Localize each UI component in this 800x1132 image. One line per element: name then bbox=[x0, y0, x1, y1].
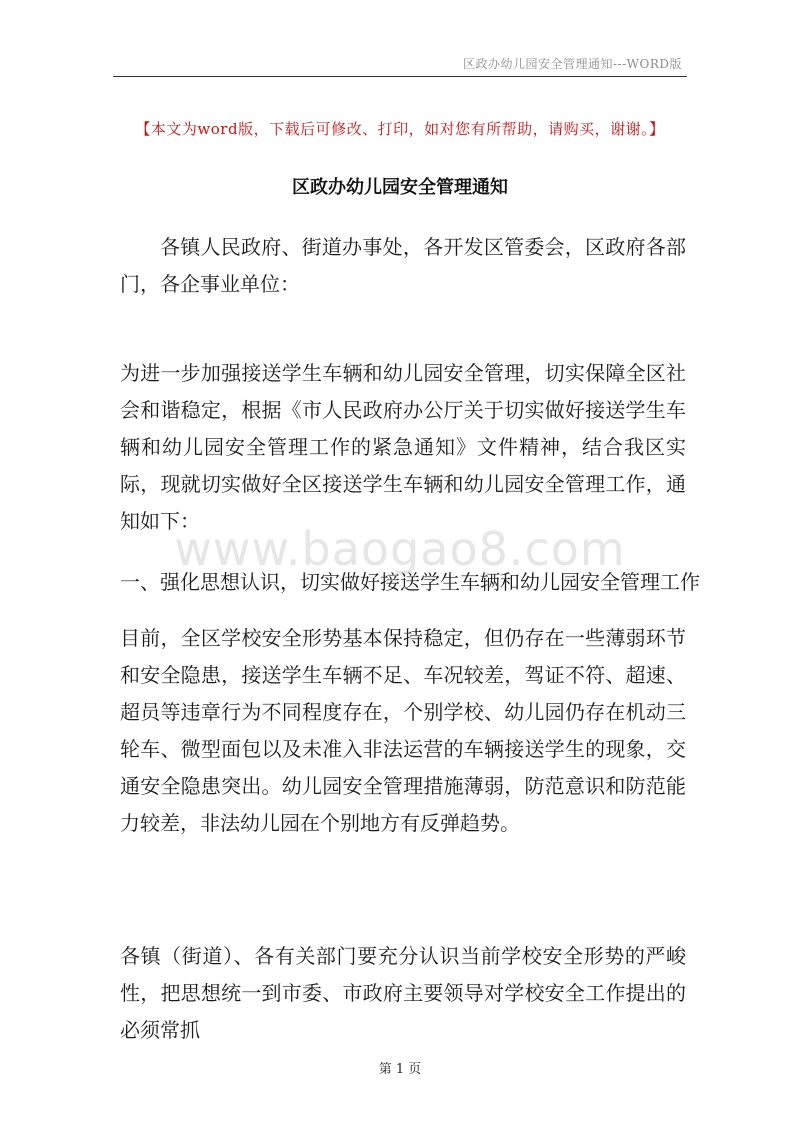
header-title: 区政办幼儿园安全管理通知---WORD版 bbox=[463, 57, 682, 71]
purchase-notice: 【本文为word版，下载后可修改、打印，如对您有所帮助，请购买，谢谢。】 bbox=[135, 120, 665, 138]
watermark-text: www.baogao8.com bbox=[174, 522, 626, 576]
section-1-paragraph-1: 目前，全区学校安全形势基本保持稳定，但仍存在一些薄弱环节和安全隐患，接送学生车辆不足、车况较差，驾证不符、超速、超员等违章行为不同程度存在，个别学校、幼儿园仍存在机动三轮车、微型面包以及未准入非法运营的车辆接送学生的现象，交通安全隐患突出。幼儿园安全管理措施薄弱，防范意识和防范能力较差，非法幼儿园在个别地方有反弹趋势。 bbox=[120, 626, 686, 835]
section-heading-1: 一、强化思想认识，切实做好接送学生车辆和幼儿园安全管理工作 bbox=[120, 570, 700, 594]
header-divider bbox=[113, 76, 687, 77]
salutation-paragraph: 各镇人民政府、街道办事处，各开发区管委会，区政府各部门，各企事业单位： bbox=[120, 235, 686, 296]
intro-paragraph: 为进一步加强接送学生车辆和幼儿园安全管理，切实保障全区社会和谐稳定，根据《市人民政府办公厅关于切实做好接送学生车辆和幼儿园安全管理工作的紧急通知》文件精神，结合我区实际，现就切实做好全区接送学生车辆和幼儿园安全管理工作，通知如下： bbox=[120, 361, 686, 533]
document-title: 区政办幼儿园安全管理通知 bbox=[292, 177, 508, 198]
page-number: 第 1 页 bbox=[378, 1062, 422, 1077]
section-1-paragraph-2: 各镇（街道）、各有关部门要充分认识当前学校安全形势的严峻性，把思想统一到市委、市政府主要领导对学校安全工作提出的必须常抓 bbox=[120, 944, 686, 1042]
